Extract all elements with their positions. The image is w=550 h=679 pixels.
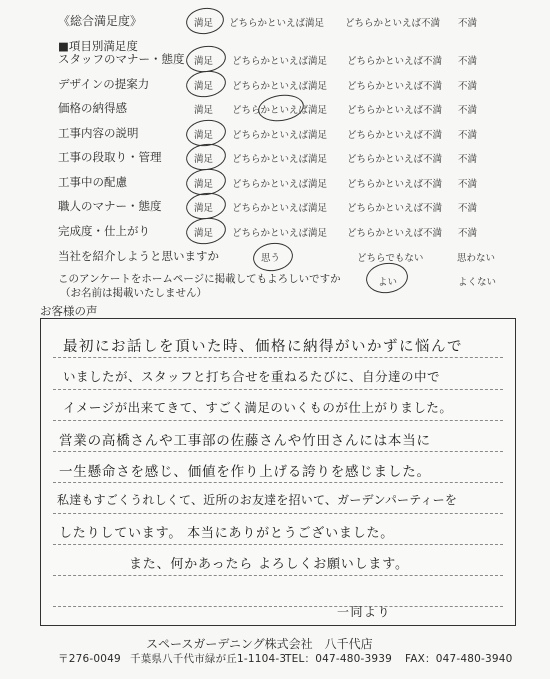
voice-line-3: イメージが出来てきて、すごく満足のいくものが仕上がりました。	[63, 400, 453, 415]
item-option-dissatisfied[interactable]: 不満	[458, 105, 478, 116]
homepage-question: このアンケートをホームページに掲載してもよろしいですか	[58, 273, 341, 285]
item-option-dissatisfied[interactable]: 不満	[458, 80, 478, 92]
voice-line-1: 最初にお話しを頂いた時、価格に納得がいかずに悩んで	[63, 339, 463, 355]
item-label: スタッフのマナー・態度	[58, 52, 185, 66]
item-option-somewhat-satisfied[interactable]: どちらかといえば満足	[232, 154, 328, 165]
item-option-satisfied[interactable]: 満足	[194, 203, 214, 214]
item-label: 工事内容の説明	[58, 125, 139, 140]
referral-selection-circle	[251, 240, 295, 273]
item-option-somewhat-dissatisfied[interactable]: どちらかといえば不満	[347, 178, 443, 190]
voice-line-8: また、何かあったら よろしくお願いします。	[129, 557, 409, 572]
item-option-somewhat-dissatisfied[interactable]: どちらかといえば不満	[347, 105, 443, 116]
overall-option-somewhat-satisfied[interactable]: どちらかといえば満足	[229, 18, 325, 29]
voice-line-4: 営業の高橋さんや工事部の佐藤さんや竹田さんには本当に	[59, 433, 431, 449]
item-label: 職人のマナー・態度	[58, 199, 162, 213]
item-option-dissatisfied[interactable]: 不満	[458, 227, 478, 239]
homepage-option-ok[interactable]: よい	[378, 277, 398, 288]
item-selection-circle	[184, 68, 227, 99]
item-option-dissatisfied[interactable]: 不満	[458, 178, 478, 190]
item-label: 工事中の配慮	[58, 174, 127, 189]
item-option-dissatisfied[interactable]: 不満	[458, 129, 478, 141]
overall-title: 《総合満足度》	[58, 14, 143, 28]
item-selection-circle	[256, 92, 305, 124]
item-option-somewhat-satisfied[interactable]: どちらかといえば満足	[232, 129, 328, 141]
voice-title: お客様の声	[40, 304, 98, 318]
item-label: 工事の段取り・管理	[58, 150, 162, 164]
item-option-dissatisfied[interactable]: 不満	[458, 56, 478, 67]
overall-option-satisfied[interactable]: 満足	[194, 18, 214, 29]
referral-option-yes[interactable]: 思う	[261, 253, 281, 264]
item-option-somewhat-satisfied[interactable]: どちらかといえば満足	[232, 227, 328, 239]
item-option-somewhat-dissatisfied[interactable]: どちらかといえば不満	[347, 80, 443, 92]
item-option-satisfied[interactable]: 満足	[194, 105, 214, 116]
item-option-satisfied[interactable]: 満足	[194, 154, 214, 165]
footer-tel: TEL：047-480-3939	[285, 653, 392, 665]
referral-option-no[interactable]: 思わない	[457, 253, 496, 264]
overall-option-dissatisfied[interactable]: 不満	[458, 18, 478, 29]
footer-address: 千葉県八千代市緑が丘1-1104-3	[130, 653, 287, 665]
item-option-somewhat-satisfied[interactable]: どちらかといえば満足	[232, 105, 328, 116]
item-option-satisfied[interactable]: 満足	[194, 178, 214, 190]
item-option-somewhat-satisfied[interactable]: どちらかといえば満足	[232, 56, 328, 67]
item-option-somewhat-satisfied[interactable]: どちらかといえば満足	[232, 178, 328, 190]
overall-option-somewhat-dissatisfied[interactable]: どちらかといえば不満	[345, 18, 441, 29]
voice-line-6: 私達もすごくうれしくて、近所のお友達を招いて、ガーデンパーティーを	[57, 493, 458, 507]
item-option-somewhat-dissatisfied[interactable]: どちらかといえば不満	[347, 203, 443, 214]
item-option-somewhat-dissatisfied[interactable]: どちらかといえば不満	[347, 154, 443, 165]
item-option-somewhat-satisfied[interactable]: どちらかといえば満足	[232, 203, 328, 214]
item-option-satisfied[interactable]: 満足	[194, 80, 214, 92]
homepage-selection-circle	[364, 260, 410, 296]
item-label: 完成度・仕上がり	[58, 223, 150, 238]
item-option-somewhat-dissatisfied[interactable]: どちらかといえば不満	[347, 129, 443, 141]
voice-line-2: いましたが、スタッフと打ち合せを重ねるたびに、自分達の中で	[63, 369, 441, 384]
item-option-somewhat-dissatisfied[interactable]: どちらかといえば不満	[347, 227, 443, 239]
item-option-somewhat-dissatisfied[interactable]: どちらかといえば不満	[347, 56, 443, 67]
voice-line-5: 一生懸命さを感じ、価値を作り上げる誇りを感じました。	[59, 464, 431, 480]
item-label: 価格の納得感	[58, 101, 127, 115]
overall-selection-circle	[184, 5, 225, 36]
footer-fax: FAX：047-480-3940	[405, 653, 513, 665]
referral-question: 当社を紹介しようと思いますか	[58, 249, 219, 263]
footer-company: スペースガーデニング株式会社 八千代店	[146, 637, 373, 651]
voice-box	[40, 318, 516, 626]
footer-postal: 〒276-0049	[58, 653, 121, 665]
item-selection-circle	[184, 215, 227, 246]
item-option-satisfied[interactable]: 満足	[194, 56, 214, 67]
item-option-somewhat-satisfied[interactable]: どちらかといえば満足	[232, 80, 328, 92]
voice-line-7: したりしています。 本当にありがとうございました。	[59, 526, 395, 541]
items-header: ■項目別満足度	[58, 39, 138, 53]
item-option-dissatisfied[interactable]: 不満	[458, 203, 478, 214]
referral-option-neutral[interactable]: どちらでもない	[357, 253, 424, 264]
homepage-note: （お名前は掲載いたしません）	[60, 287, 207, 299]
item-option-dissatisfied[interactable]: 不満	[458, 154, 478, 165]
homepage-option-not-ok[interactable]: よくない	[458, 277, 497, 288]
voice-signature: 一同より	[337, 605, 392, 619]
item-option-satisfied[interactable]: 満足	[194, 227, 214, 239]
item-label: デザインの提案力	[58, 76, 150, 91]
item-option-satisfied[interactable]: 満足	[194, 129, 214, 141]
